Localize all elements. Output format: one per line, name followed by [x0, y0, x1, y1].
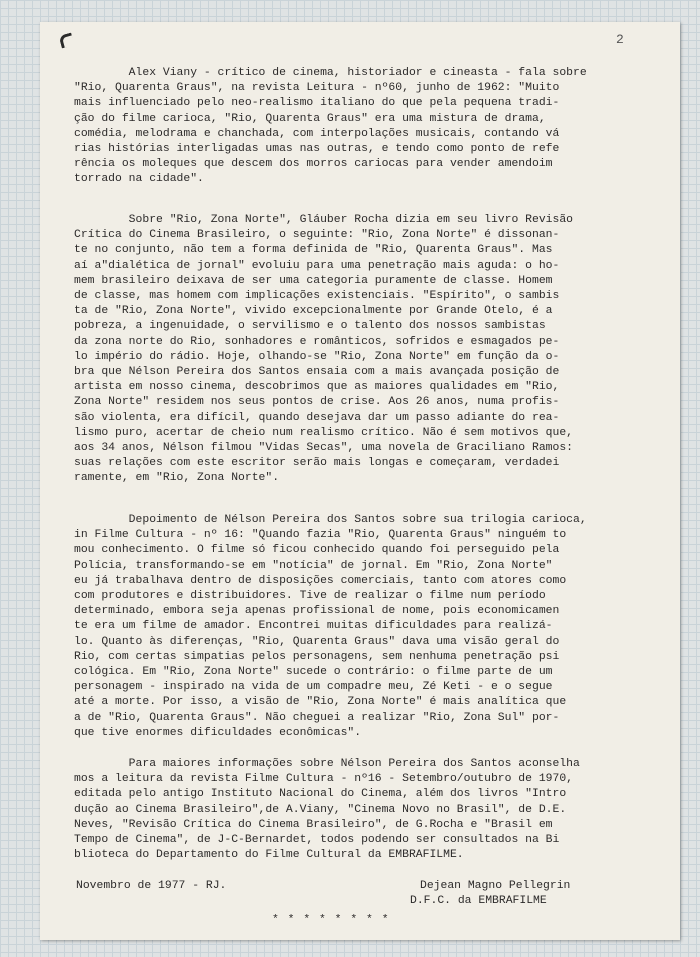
typewritten-page	[40, 22, 680, 940]
signature-name: Dejean Magno Pellegrin	[420, 880, 571, 892]
paragraph-alex-viany: Alex Viany - crítico de cinema, historiador e cineasta - fala sobre "Rio, Quarenta Graus", na revista Leitura - nº60, junho de 1962: "Muito mais influenciado pelo neo-realismo italiano do que pela pequena tradi- ção do filme carioca, "Rio, Quarenta Graus" era uma mistura de drama, comédia, melodrama e chanchada, com interpolações musicais, contando vá rias histórias interligadas umas nas outras, e tendo como ponto de refe rência os moleques que descem dos morros cariocas para vender amendoim torrado na cidade".	[74, 67, 587, 186]
page-number: 2	[616, 32, 624, 47]
date-place: Novembro de 1977 - RJ.	[76, 880, 227, 892]
paragraph-glauber-rocha: Sobre "Rio, Zona Norte", Gláuber Rocha dizia em seu livro Revisão Crítica do Cinema Brasileiro, o seguinte: "Rio, Zona Norte" é dissonan- te no conjunto, não tem a forma definida de "Rio, Quarenta Graus". Mas aí a"dialética de jornal" evoluiu para uma penetração mais aguda: o ho- mem brasileiro deixava de ser uma categoria puramente de classe. Homem de classe, mas homem com implicações existenciais. "Espírito", o sambis ta de "Rio, Zona Norte", vivido excepcionalmente por Grande Otelo, é a pobreza, a ingenuidade, o servilismo e o talento dos nossos sambistas da zona norte do Rio, sonhadores e românticos, sofridos e esmagados pe- lo império do rádio. Hoje, olhando-se "Rio, Zona Norte" em função da o- bra que Nélson Pereira dos Santos ensaia com a mais avançada posição de artista em nosso cinema, descobrimos que as maiores qualidades em "Rio, Zona Norte" residem nos seus pontos de crise. Aos 26 anos, numa profis- são violenta, era difícil, quando desejava dar um passo adiante do rea- lismo puro, acertar de cheio num realismo crítico. Não é sem motivos que, aos 34 anos, Nélson filmou "Vidas Secas", uma novela de Graciliano Ramos: suas relações com este escritor serão mais longas e começaram, verdadei ramente, em "Rio, Zona Norte".	[74, 214, 573, 485]
hole-punch-mark	[59, 33, 75, 49]
paragraph-depoimento: Depoimento de Nélson Pereira dos Santos sobre sua trilogia carioca, in Filme Cultura - nº 16: "Quando fazia "Rio, Quarenta Graus" ninguém to mou conhecimento. O filme só ficou conhecido quando foi perseguido pela Polícia, transformando-se em "notícia" de jornal. Em "Rio, Zona Norte" eu já trabalhava dentro de disposições comerciais, tanto com atores como com produtores e distribuidores. Tive de realizar o filme num período determinado, embora seja apenas profissional de nome, pois economicamen te era um filme de amador. Encontrei muitas dificuldades para realizá- lo. Quanto às diferenças, "Rio, Quarenta Graus" dava uma visão geral do Rio, com certas simpatias pelos personagens, sem nenhuma penetração psi cológica. Em "Rio, Zona Norte" sucede o contrário: o filme parte de um personagem - inspirado na vida de um compadre meu, Zé Keti - e o segue até a morte. Por isso, a visão de "Rio, Zona Norte" é mais analítica que a de "Rio, Quarenta Graus". Não cheguei a realizar "Rio, Zona Sul" por- que tive enormes dificuldades econômicas".	[74, 514, 587, 739]
closing-asterisks: * * * * * * * *	[272, 914, 390, 926]
paragraph-maiores-informacoes: Para maiores informações sobre Nélson Pereira dos Santos aconselha mos a leitura da revista Filme Cultura - nº16 - Setembro/outubro de 1970, editada pelo antigo Instituto Nacional do Cinema, além dos livros "Intro dução ao Cinema Brasileiro",de A.Viany, "Cinema Novo no Brasil", de D.E. Neves, "Revisão Crítica do Cinema Brasileiro", de G.Rocha e "Brasil em Tempo de Cinema", de J-C-Bernardet, todos podendo ser consultados na Bi blioteca do Departamento do Filme Cultural da EMBRAFILME.	[74, 758, 580, 862]
signature-org: D.F.C. da EMBRAFILME	[410, 895, 547, 907]
